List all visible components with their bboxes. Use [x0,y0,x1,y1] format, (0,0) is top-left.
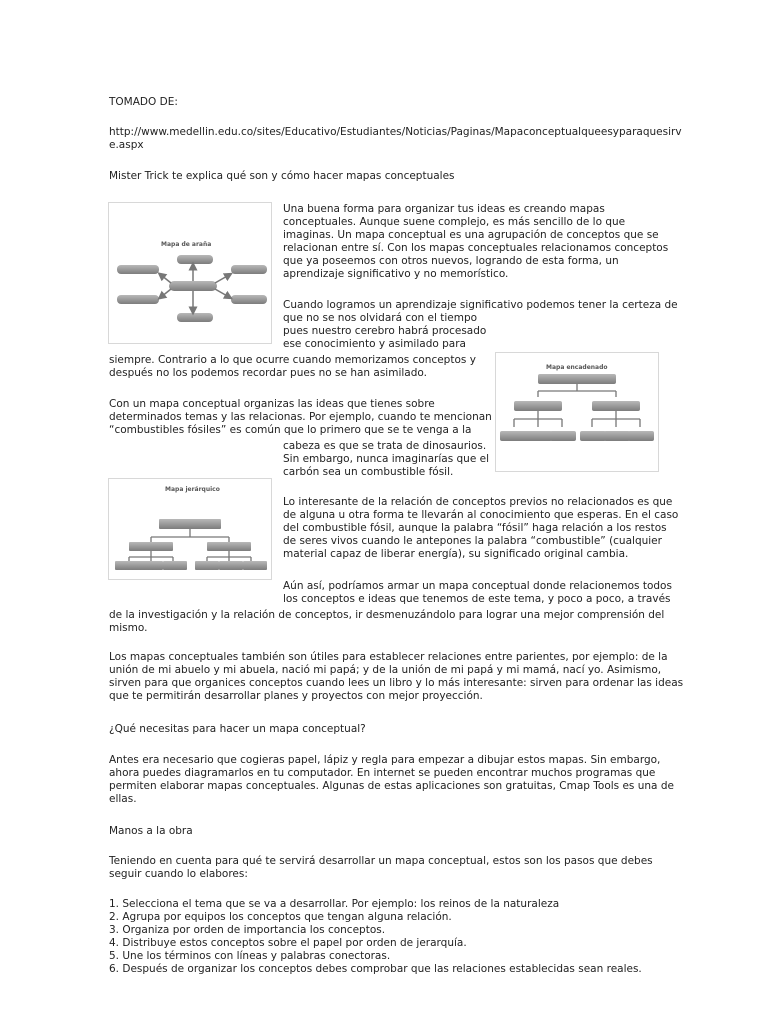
chain-leaf-node [628,431,654,441]
para3-line: Con un mapa conceptual organizas las ideas que tienes sobre [109,398,435,410]
para3-line: “combustibles fósiles” es común que lo primero que se te venga a la [109,424,472,436]
para7-line: Antes era necesario que cogieras papel, lápiz y regla para empezar a dibujar estos mapas. Sin embargo, [109,754,661,766]
chain-map-diagram [496,353,658,471]
source-url-line-1: http://www.medellin.edu.co/sites/Educativo/Estudiantes/Noticias/Paginas/Mapaconceptualqueesyparaquesirv [109,126,682,138]
spider-node-right-top [231,265,267,274]
para4-line: del combustible fósil, aunque la palabra “fósil” haga relación a los restos [283,522,667,534]
hier-root-node [159,519,221,529]
para6-line: sirven para que organices conceptos cuando lees un libro y lo más interesante: sirven para ordenar las ideas [109,677,684,689]
chain-leaf-node [550,431,576,441]
para3-line: determinados temas y las relacionas. Por ejemplo, cuando te mencionan [109,411,492,423]
step-item: 4. Distribuye estos conceptos sobre el papel por orden de jerarquía. [109,937,467,949]
hierarchical-map-title: Mapa jerárquico [165,486,220,493]
chain-map-title: Mapa encadenado [546,364,608,371]
intro-text: Mister Trick te explica qué son y cómo hacer mapas conceptuales [109,170,455,182]
para2-line: que no se nos olvidará con el tiempo [283,312,478,324]
spider-node-left-bottom [117,295,159,304]
spider-map-diagram [109,203,271,343]
hier-leaf-node [139,561,163,570]
step-item: 5. Une los términos con líneas y palabras conectoras. [109,950,391,962]
hier-leaf-node [115,561,141,570]
para5-line: los conceptos e ideas que tenemos de este tema, y poco a poco, a través [283,593,671,605]
para6-line: Los mapas conceptuales también son útiles para establecer relaciones entre parientes, por ejemplo: de la [109,651,668,663]
para7-line: ellas. [109,793,137,805]
hier-leaf-node [219,561,243,570]
para6-line: que te permitirán desarrollar planes y proyectos con mejor proyección. [109,690,483,702]
hier-leaf-node [195,561,219,570]
chain-leaf-node [580,431,606,441]
para1-line: que ya poseemos con otros nuevos, logrando de esta forma, un [283,255,619,267]
spider-node-top [177,255,213,264]
spider-node-right-bottom [231,295,267,304]
para4-line: Lo interesante de la relación de conceptos previos no relacionados es que [283,496,673,508]
question-heading: ¿Qué necesitas para hacer un mapa conceptual? [109,723,366,735]
para8-line: seguir cuando lo elabores: [109,868,248,880]
spider-node-left-top [117,265,159,274]
chain-mid-node-left [514,401,562,411]
source-label: TOMADO DE: [109,96,178,108]
para3-line: carbón sea un combustible fósil. [283,466,454,478]
step-item: 2. Agrupa por equipos los conceptos que tengan alguna relación. [109,911,452,923]
para6-line: unión de mi abuelo y mi abuela, nació mi papá; y de la unión de mi papá y mi mamá, nací yo. Asimismo, [109,664,662,676]
para7-line: permiten elaborar mapas conceptuales. Algunas de estas aplicaciones son gratuitas, Cmap Tools es una de [109,780,674,792]
spider-map-figure [108,202,272,344]
para3-line: cabeza es que se trata de dinosaurios. [283,440,487,452]
para1-line: Una buena forma para organizar tus ideas es creando mapas [283,203,605,215]
para1-line: aprendizaje significativo y no memorístico. [283,268,509,280]
para7-line: ahora puedes diagramarlos en tu computador. En internet se pueden encontrar muchos programas que [109,767,656,779]
section-heading: Manos a la obra [109,825,193,837]
para5-line: Aún así, podríamos armar un mapa conceptual donde relacionemos todos [283,580,672,592]
para5-line: de la investigación y la relación de conceptos, ir desmenuzándolo para lograr una mejor comprensión del [109,609,665,621]
spider-node-bottom [177,313,213,322]
para5-line: mismo. [109,622,148,634]
chain-root-node [538,374,616,384]
para4-line: de alguna u otra forma te llevarán al conocimiento que esperas. En el caso [283,509,679,521]
step-item: 1. Selecciona el tema que se va a desarrollar. Por ejemplo: los reinos de la naturaleza [109,898,560,910]
para8-line: Teniendo en cuenta para qué te servirá desarrollar un mapa conceptual, estos son los pasos que debes [109,855,653,867]
hierarchical-map-figure [108,478,272,580]
para2-line: pues nuestro cerebro habrá procesado [283,325,487,337]
step-item: 6. Después de organizar los conceptos debes comprobar que las relaciones establecidas sean reales. [109,963,642,975]
para1-line: conceptuales. Aunque suene complejo, es más sencillo de lo que [283,216,626,228]
hierarchical-map-diagram [109,479,271,579]
spider-map-title: Mapa de araña [161,241,212,248]
para2-line: ese conocimiento y asimilado para [283,338,466,350]
para4-line: material capaz de liberar energía), su significado original cambia. [283,548,629,560]
chain-leaf-node [526,431,552,441]
chain-leaf-node [500,431,530,441]
chain-leaf-node [604,431,630,441]
para1-line: imaginas. Un mapa conceptual es una agrupación de conceptos que se [283,229,659,241]
para1-line: relacionan entre sí. Con los mapas conceptuales relacionamos conceptos [283,242,669,254]
para2-line: Cuando logramos un aprendizaje significativo podemos tener la certeza de [283,299,678,311]
hier-leaf-node [163,561,187,570]
para3-line: Sin embargo, nunca imaginarías que el [283,453,489,465]
hier-mid-node-right [207,542,251,551]
para2-line: después no los podemos recordar pues no se han asimilado. [109,367,427,379]
para2-line: siempre. Contrario a lo que ocurre cuando memorizamos conceptos y [109,354,476,366]
spider-center-node [169,281,217,291]
hier-mid-node-left [129,542,173,551]
chain-mid-node-right [592,401,640,411]
hier-leaf-node [243,561,267,570]
chain-map-figure [495,352,659,472]
para4-line: de seres vivos cuando le antepones la palabra “combustible” (cualquier [283,535,662,547]
source-url-line-2: e.aspx [109,139,144,151]
step-item: 3. Organiza por orden de importancia los conceptos. [109,924,386,936]
